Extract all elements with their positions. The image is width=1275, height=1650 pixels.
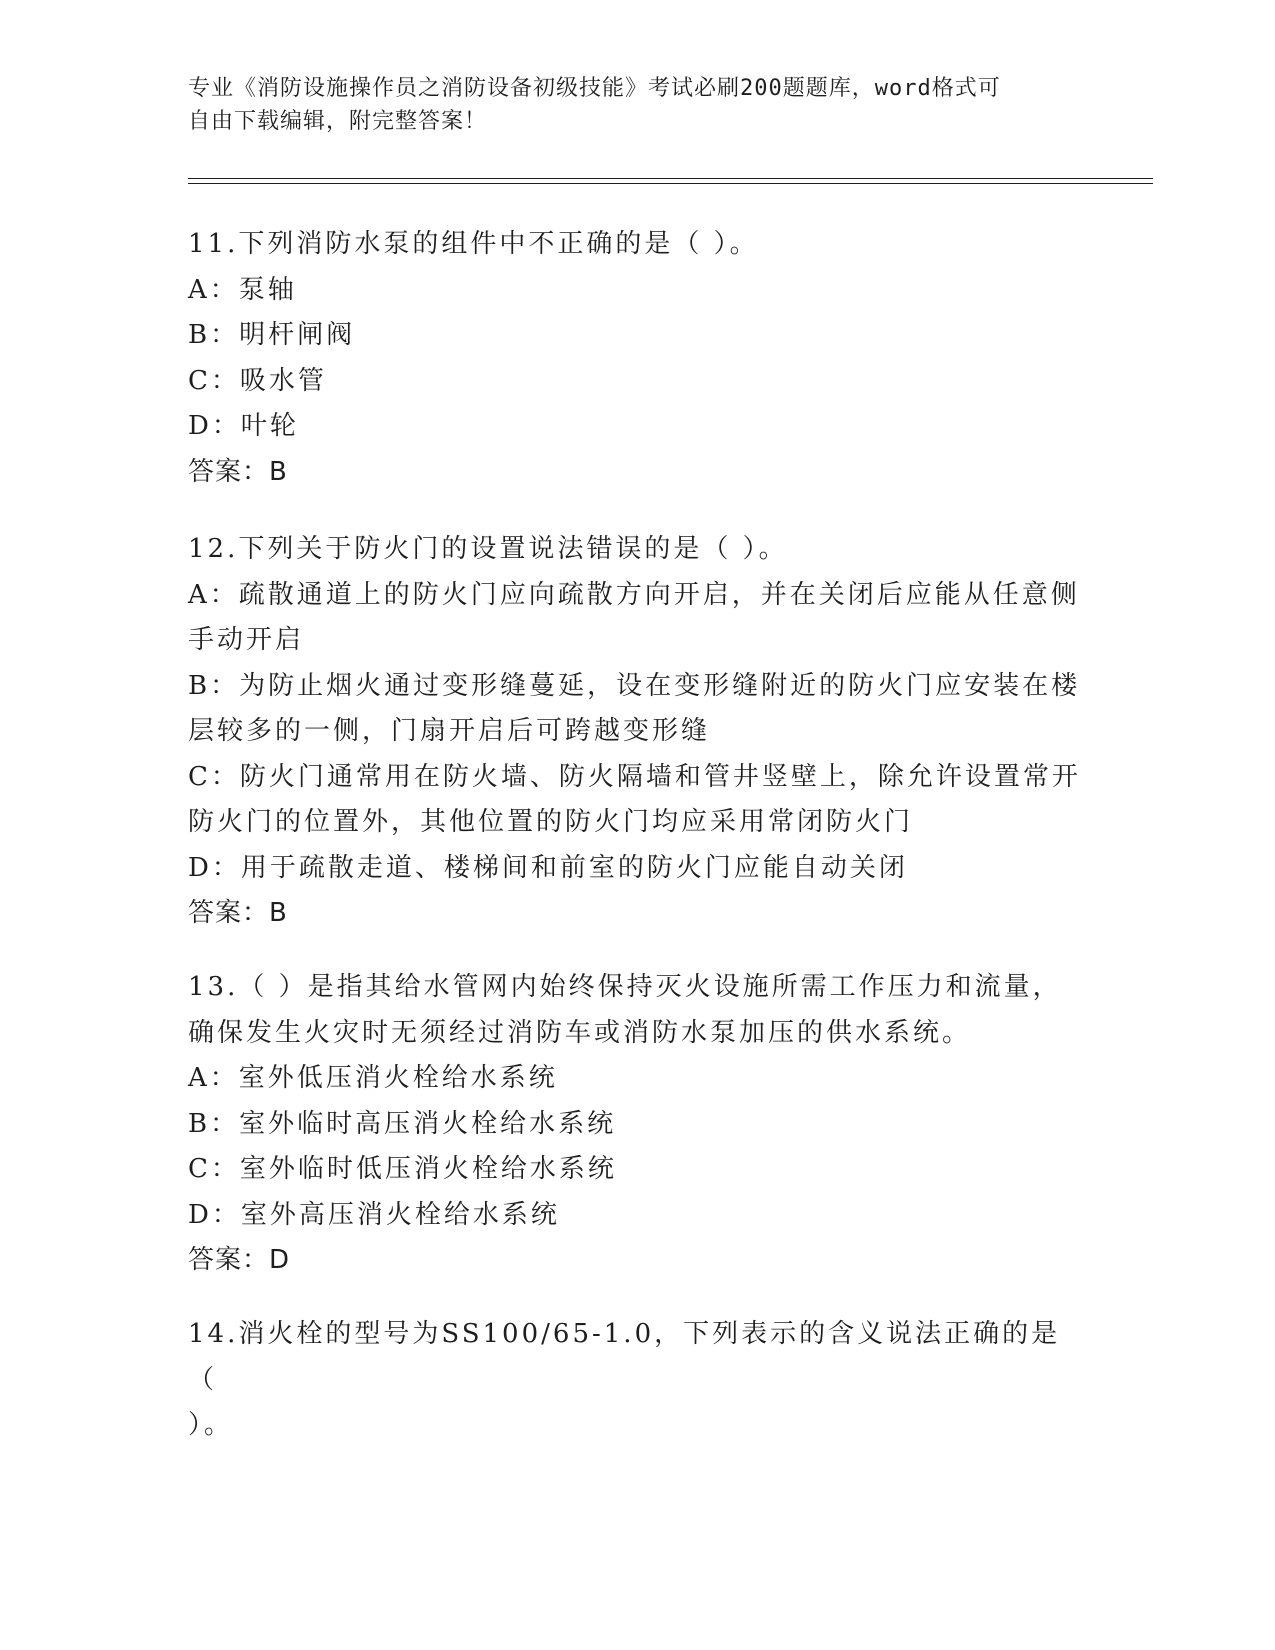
option-d: D：用于疏散走道、楼梯间和前室的防火门应能自动关闭: [188, 852, 908, 883]
question-stem: [188, 965, 1088, 1056]
option-a: A：室外低压消火栓给水系统: [188, 1063, 558, 1093]
answer-text: 答案：B: [188, 456, 288, 487]
option-c: C：吸水管: [188, 365, 327, 396]
question-14: [188, 1312, 1088, 1449]
option-c-line-2: 防火门的位置外，其他位置的防火门均应采用常闭防火门: [188, 807, 914, 837]
question-11: [188, 222, 1088, 495]
option-d: D：室外高压消火栓给水系统: [188, 1199, 560, 1230]
answer-text: 答案：B: [188, 898, 288, 928]
question-stem-line-2: 确保发生火灾时无须经过消防车或消防水泵加压的供水系统。: [188, 1017, 972, 1048]
document-header: [188, 72, 1078, 138]
option-d: D：叶轮: [188, 411, 299, 441]
option-b: B：室外临时高压消火栓给水系统: [188, 1108, 617, 1139]
question-stem: 12.下列关于防火门的设置说法错误的是（ ）。: [188, 534, 788, 564]
option-b: [188, 664, 1088, 755]
option-a-line-1: A：疏散通道上的防火门应向疏散方向开启，并在关闭后应能从任意侧: [188, 579, 1080, 610]
option-a: [188, 573, 1088, 664]
header-line-1: 专业《消防设施操作员之消防设备初级技能》考试必刷200题题库，word格式可: [188, 76, 1001, 101]
option-c-line-1: C：防火门通常用在防火墙、防火隔墙和管井竖壁上，除允许设置常开: [188, 761, 1081, 792]
option-c: [188, 755, 1088, 846]
option-c: C：室外临时低压消火栓给水系统: [188, 1154, 617, 1184]
option-b: B：明杆闸阀: [188, 320, 356, 350]
option-b-line-1: B：为防止烟火通过变形缝蔓延，设在变形缝附近的防火门应安装在楼: [188, 670, 1081, 701]
question-13: [188, 965, 1088, 1284]
option-a-line-2: 手动开启: [188, 625, 305, 655]
question-stem: 11.下列消防水泵的组件中不正确的是（ ）。: [188, 229, 759, 259]
option-b-line-2: 层较多的一侧，门扇开启后可跨越变形缝: [188, 716, 711, 746]
option-a: A：泵轴: [188, 274, 297, 305]
question-stem-line-1: 14.消火栓的型号为SS100/65-1.0，下列表示的含义说法正确的是（: [188, 1319, 1061, 1395]
question-stem: [188, 1312, 1088, 1449]
header-divider-bottom: [188, 183, 1153, 184]
question-12: [188, 527, 1088, 937]
header-divider-top: [188, 178, 1153, 179]
header-line-2: 自由下载编辑，附完整答案！: [188, 109, 488, 134]
question-stem-line-1: 13.（ ）是指其给水管网内始终保持灭火设施所需工作压力和流量，: [188, 972, 1062, 1002]
question-stem-line-2: ）。: [188, 1410, 234, 1440]
answer-text: 答案：D: [188, 1245, 291, 1275]
